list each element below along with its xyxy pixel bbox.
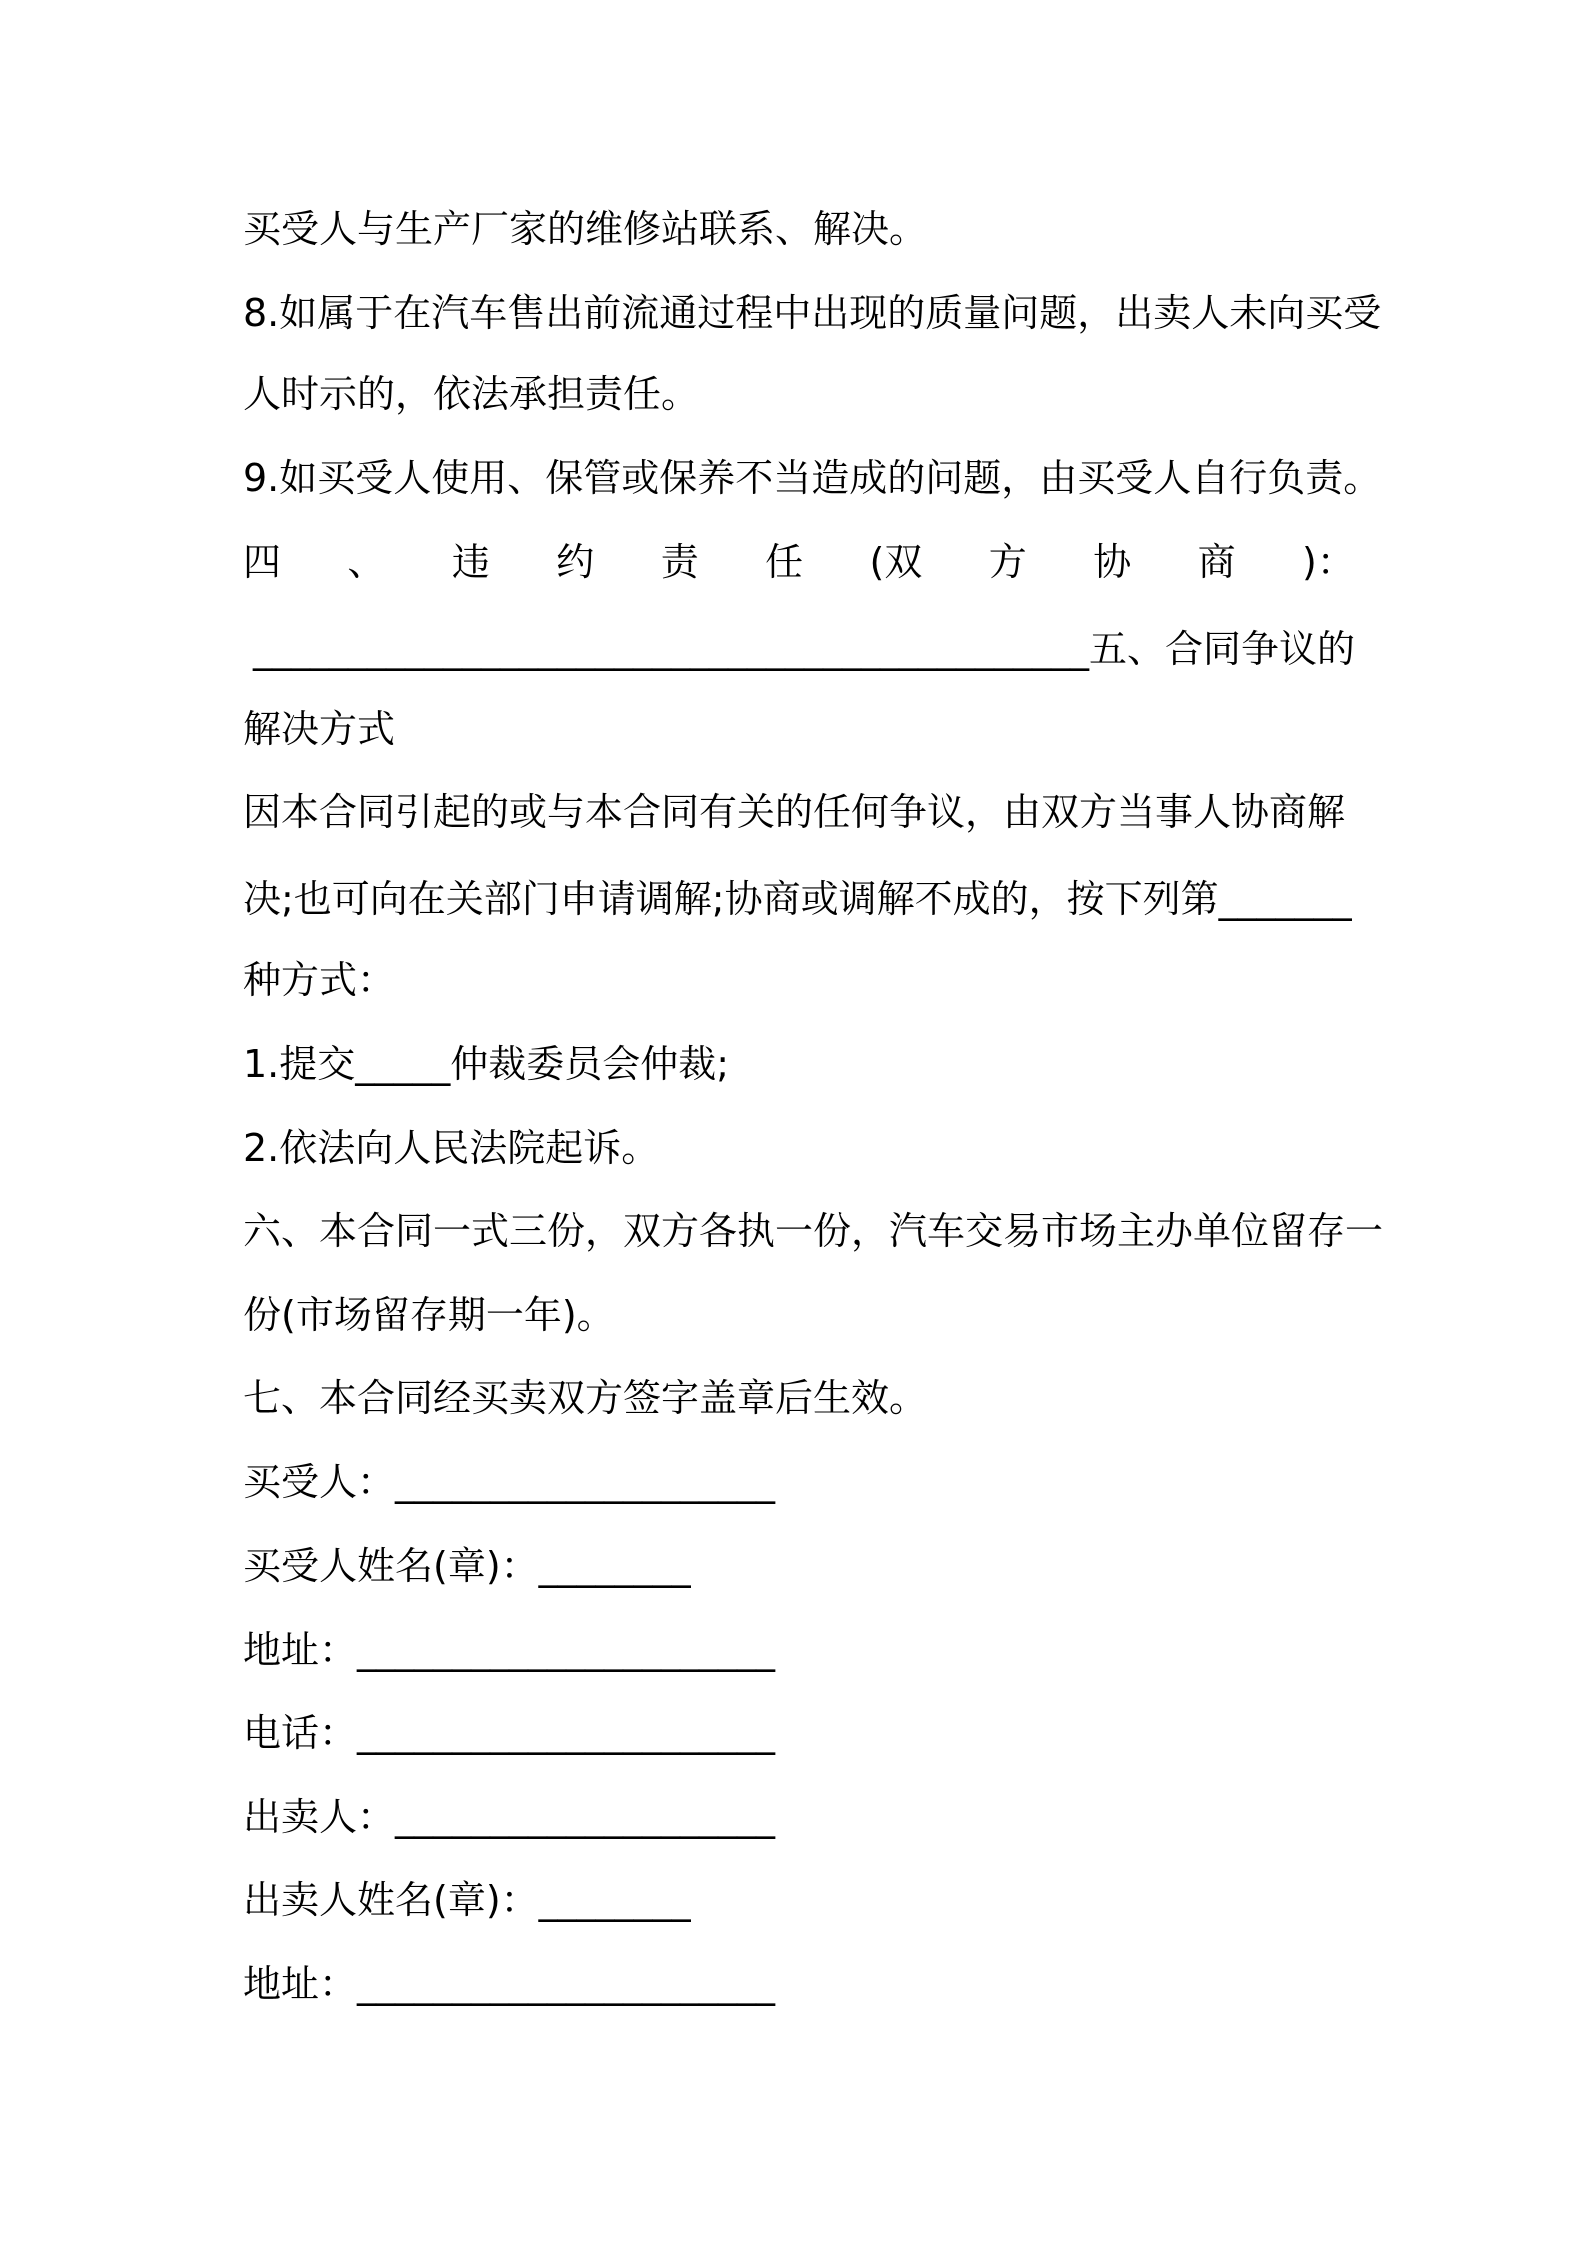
- heading-char: 协: [1093, 540, 1132, 584]
- seller-name-field: 出卖人姓名(章)：________: [243, 1878, 691, 1922]
- text-line-13: 六、本合同一式三份，双方各执一份，汽车交易市场主办单位留存一: [243, 1209, 1384, 1253]
- text-line-1: 买受人与生产厂家的维修站联系、解决。: [243, 207, 928, 251]
- seller-address-field: 地址：______________________: [243, 1962, 776, 2006]
- seller-field: 出卖人：____________________: [243, 1795, 776, 1839]
- heading-char: )：: [1302, 540, 1355, 584]
- heading-char: 任: [765, 540, 804, 584]
- heading-char: 约: [556, 540, 595, 584]
- text-line-12: 2.依法向人民法院起诉。: [243, 1126, 660, 1170]
- text-line-10: 种方式：: [243, 958, 396, 1002]
- heading-char: 违: [451, 540, 490, 584]
- buyer-field: 买受人：____________________: [243, 1460, 776, 1504]
- text-line-4: 9.如买受人使用、保管或保养不当造成的问题，由买受人自行负责。: [243, 456, 1382, 500]
- section-4-heading: [243, 538, 1355, 586]
- text-line-11: 1.提交_____仲裁委员会仲裁;: [243, 1042, 730, 1086]
- heading-char: 方: [988, 540, 1027, 584]
- heading-char: 商: [1197, 540, 1236, 584]
- text-line-6: ____________________________________________五、合同争议的: [252, 627, 1355, 671]
- text-line-14: 份(市场留存期一年)。: [243, 1293, 615, 1337]
- text-line-2: 8.如属于在汽车售出前流通过程中出现的质量问题，出卖人未向买受: [243, 291, 1382, 335]
- heading-char: 责: [660, 540, 699, 584]
- heading-char: (双: [869, 540, 923, 584]
- heading-char: 、: [347, 540, 386, 584]
- buyer-address-field: 地址：______________________: [243, 1628, 776, 1672]
- text-line-3: 人时示的，依法承担责任。: [243, 372, 700, 416]
- buyer-name-field: 买受人姓名(章)：________: [243, 1544, 691, 1588]
- text-line-15: 七、本合同经买卖双方签字盖章后生效。: [243, 1376, 928, 1420]
- text-line-7: 解决方式: [243, 707, 396, 751]
- buyer-phone-field: 电话：______________________: [243, 1711, 776, 1755]
- text-line-8: 因本合同引起的或与本合同有关的任何争议，由双方当事人协商解: [243, 790, 1346, 834]
- heading-char: 四: [243, 540, 282, 584]
- text-line-9: 决;也可向在关部门申请调解;协商或调解不成的，按下列第_______: [243, 877, 1352, 921]
